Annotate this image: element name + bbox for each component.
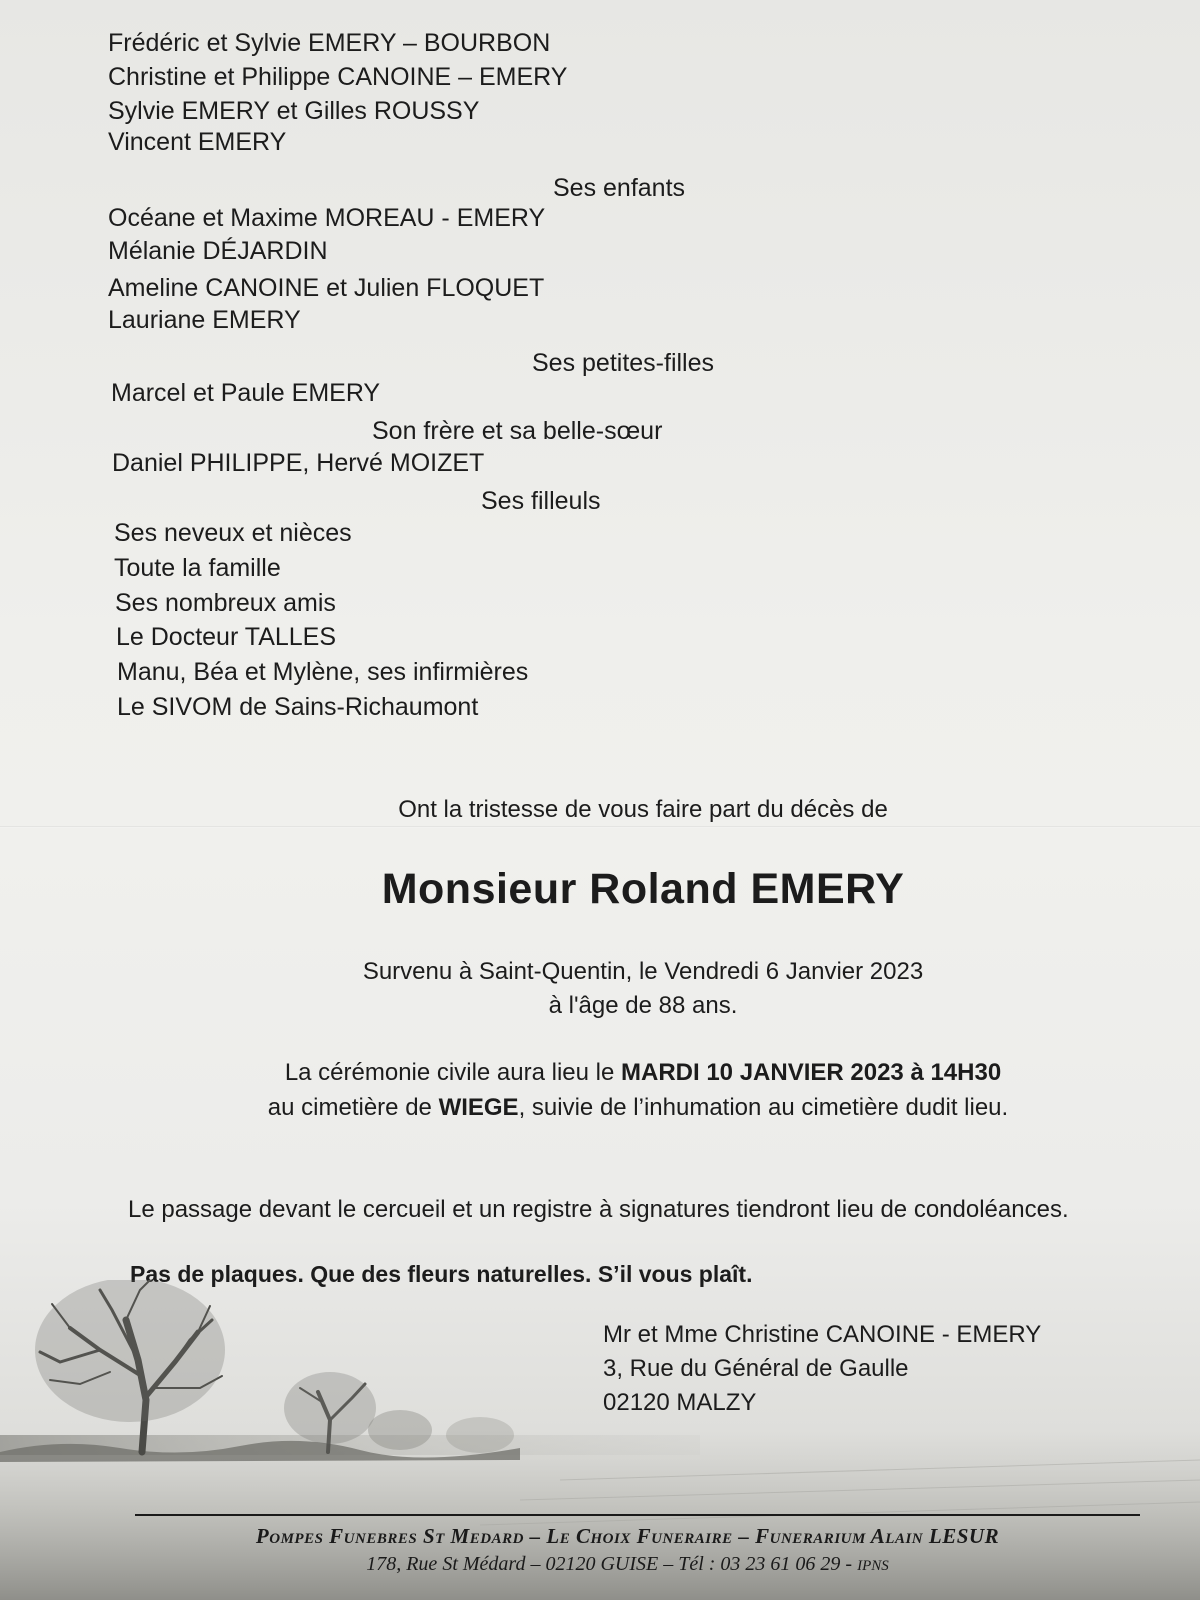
deceased-name: Monsieur Roland EMERY [381,865,905,913]
funeral-home-address [0,1553,1200,1576]
ceremony-line-1 [0,1058,1200,1088]
footer-divider [135,1514,1140,1516]
announcement-text: Ont la tristesse de vous faire part du décès de [398,796,888,823]
child-name: Christine et Philippe CANOINE – EMERY [108,63,568,91]
other-mourner: Ses nombreux amis [115,589,336,617]
relation-label-children: Ses enfants [553,174,686,202]
ceremony-place: WIEGE [438,1094,519,1121]
granddaughter-name: Lauriane EMERY [108,306,301,334]
ceremony-date-time: MARDI 10 JANVIER 2023 à 14H30 [621,1059,1002,1086]
relation-label-granddaughters: Ses petites-filles [532,349,715,377]
death-place-date: Survenu à Saint-Quentin, le Vendredi 6 Janvier 2023 [362,958,924,985]
address-street: 3, Rue du Général de Gaulle [603,1355,909,1382]
other-mourner: Le Docteur TALLES [116,623,337,651]
other-mourner: Ses neveux et nièces [114,519,352,547]
child-name: Sylvie EMERY et Gilles ROUSSY [108,97,480,125]
paper-fold-line [0,826,1200,828]
funeral-home-contact: 178, Rue St Médard – 02120 GUISE – Tél : 03 23 61 06 29 - [366,1553,858,1575]
granddaughter-name: Ameline CANOINE et Julien FLOQUET [108,274,545,302]
ceremony-line-2 [0,1093,1200,1123]
address-city: 02120 MALZY [603,1389,757,1416]
ceremony-intro: La cérémonie civile aura lieu le [284,1059,621,1086]
death-age: à l'âge de 88 ans. [548,992,738,1019]
funeral-home-name: Pompes Funebres St Medard – Le Choix Funeraire – Funerarium Alain LESUR [255,1524,1000,1548]
granddaughter-name: Océane et Maxime MOREAU - EMERY [108,204,546,232]
flowers-note: Pas de plaques. Que des fleurs naturelles. S’il vous plaît. [130,1261,753,1287]
relation-label-godsons: Ses filleuls [481,487,601,515]
granddaughter-name: Mélanie DÉJARDIN [108,237,328,265]
condolences-note: Le passage devant le cercueil et un registre à signatures tiendront lieu de condoléances. [128,1196,1069,1223]
other-mourner: Manu, Béa et Mylène, ses infirmières [117,658,529,686]
ipns-mark: IPNS [857,1558,889,1574]
ceremony-place-intro: au cimetière de [267,1094,439,1121]
address-name: Mr et Mme Christine CANOINE - EMERY [603,1321,1042,1348]
child-name: Vincent EMERY [108,128,287,156]
child-name: Frédéric et Sylvie EMERY – BOURBON [108,29,551,57]
sibling-name: Marcel et Paule EMERY [111,379,381,407]
godson-names: Daniel PHILIPPE, Hervé MOIZET [112,449,485,477]
relation-label-siblings: Son frère et sa belle-sœur [372,417,663,445]
other-mourner: Le SIVOM de Sains-Richaumont [117,693,479,721]
ceremony-burial-note: , suivie de l’inhumation au cimetière dudit lieu. [518,1094,1009,1121]
other-mourner: Toute la famille [114,554,281,582]
